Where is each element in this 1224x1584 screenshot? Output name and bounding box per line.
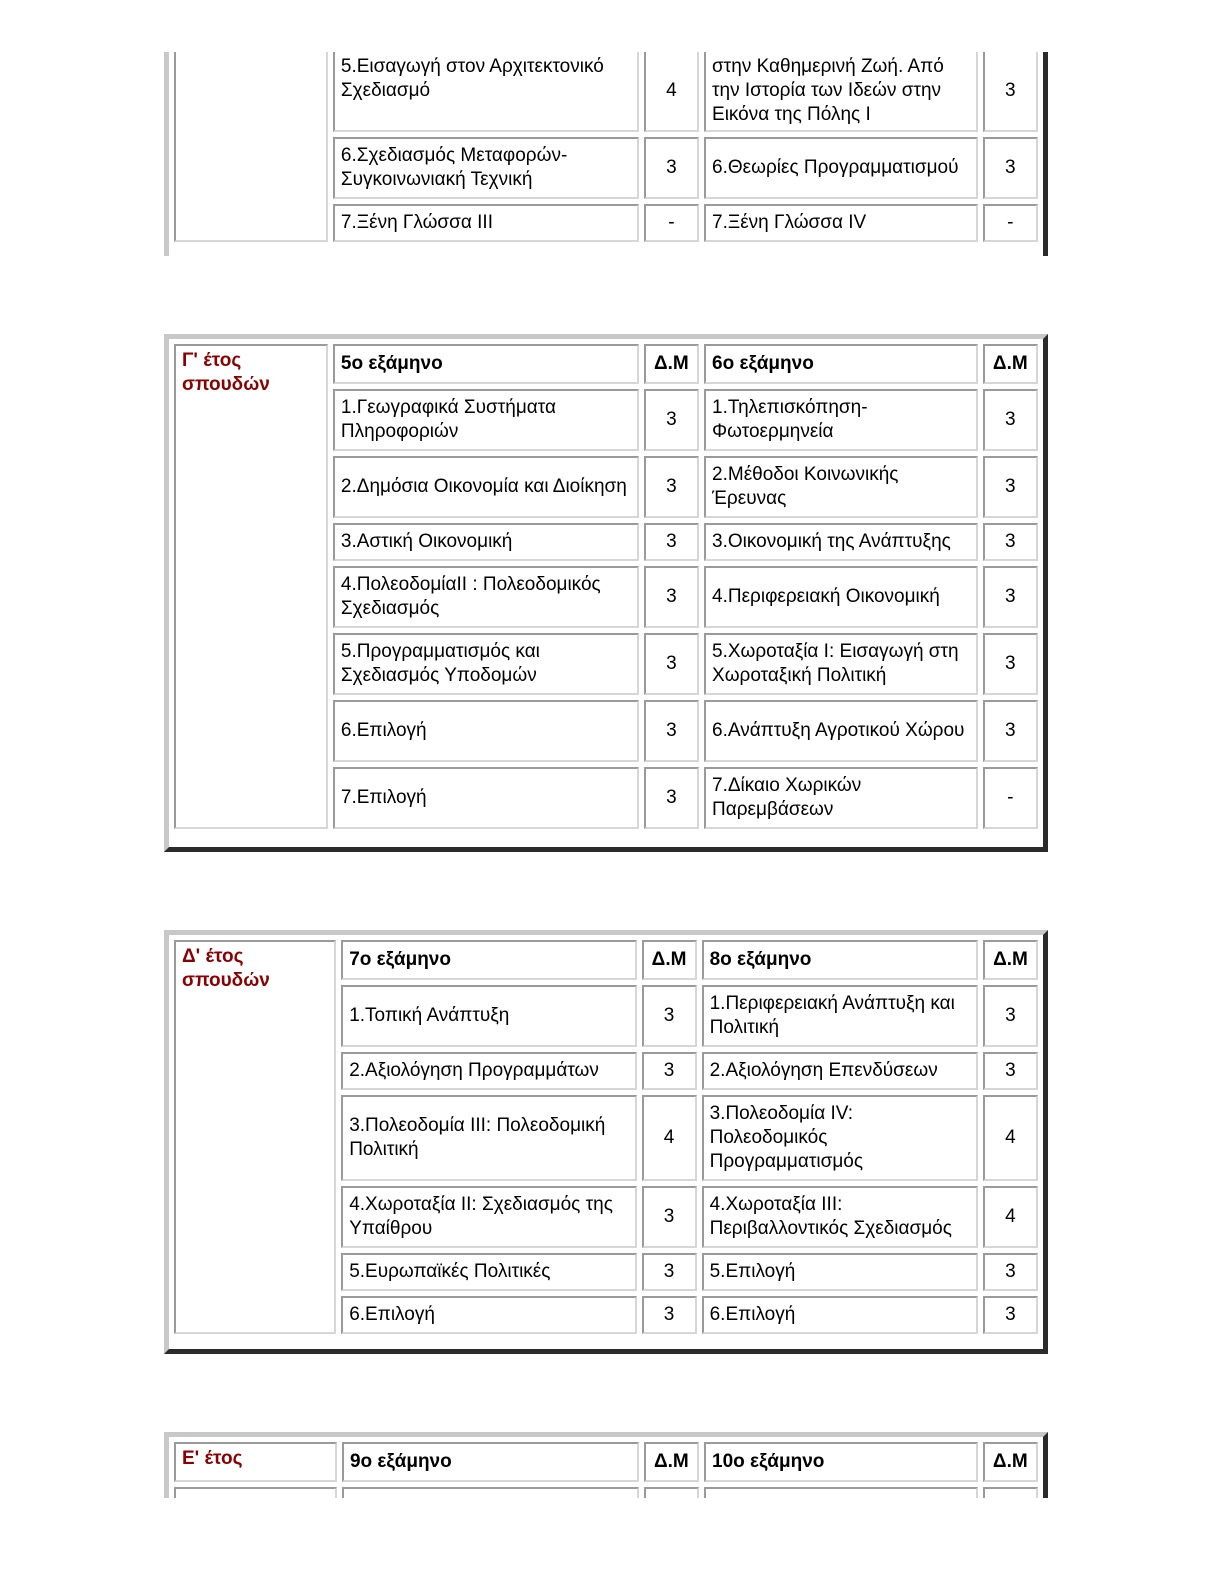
course-cell: 2.Αξιολόγηση Επενδύσεων [702, 1052, 978, 1090]
course-cell: 4.ΠολεοδομίαΙΙ : Πολεοδομικός Σχεδιασμός [333, 566, 639, 628]
course-cell: 6.Σχεδιασμός Μεταφορών-Συγκοινωνιακή Τεχνική [333, 137, 639, 199]
course-cell [704, 1487, 978, 1498]
credits-cell: 4 [644, 52, 699, 132]
course-cell: 2.Αξιολόγηση Προγραμμάτων [341, 1052, 636, 1090]
credits-cell: 3 [983, 52, 1038, 132]
credits-cell [983, 1487, 1038, 1498]
credits-cell: 3 [642, 1186, 697, 1248]
course-cell: 6.Επιλογή [702, 1296, 978, 1334]
credits-cell: 3 [644, 566, 699, 628]
course-cell: 5.Εισαγωγή στον Αρχιτεκτονικό Σχεδιασμό [333, 52, 639, 132]
course-cell: 5.Επιλογή [702, 1253, 978, 1291]
course-cell: 1.Γεωγραφικά Συστήματα Πληροφοριών [333, 389, 639, 451]
course-cell: 7.Ξένη Γλώσσα ΙV [704, 204, 978, 242]
credits-cell: - [983, 767, 1038, 829]
credits-cell: 3 [644, 633, 699, 695]
credits-cell: 3 [644, 389, 699, 451]
credits-cell: 3 [983, 633, 1038, 695]
credits-cell: 3 [983, 389, 1038, 451]
credits-cell: 4 [983, 1095, 1038, 1181]
credits-cell: 3 [983, 523, 1038, 561]
course-cell: 5.Προγραμματισμός και Σχεδιασμός Υποδομών [333, 633, 639, 695]
credits-header: Δ.Μ [983, 940, 1038, 980]
credits-cell: 3 [644, 700, 699, 762]
credits-header: Δ.Μ [983, 1442, 1038, 1482]
course-cell: 1.Τοπική Ανάπτυξη [341, 985, 636, 1047]
year-label: Ε' έτος [174, 1442, 337, 1482]
course-cell: 7.Ξένη Γλώσσα ΙΙΙ [333, 204, 639, 242]
credits-cell: 4 [983, 1186, 1038, 1248]
year-e-table [164, 1432, 1048, 1498]
credits-header: Δ.Μ [644, 344, 699, 384]
year-cell [174, 52, 328, 242]
course-cell: 7.Δίκαιο Χωρικών Παρεμβάσεων [704, 767, 978, 829]
credits-cell: 3 [983, 1052, 1038, 1090]
credits-header: Δ.Μ [642, 940, 697, 980]
year-d-table [164, 930, 1048, 1354]
credits-cell: 3 [642, 1296, 697, 1334]
course-cell: 5.Ευρωπαϊκές Πολιτικές [341, 1253, 636, 1291]
year-cell [174, 1487, 337, 1498]
credits-header: Δ.Μ [644, 1442, 699, 1482]
year-c-table [164, 334, 1048, 852]
course-cell [342, 1487, 639, 1498]
course-cell: 1.Τηλεπισκόπηση-Φωτοερμηνεία [704, 389, 978, 451]
credits-cell: 3 [642, 985, 697, 1047]
credits-cell: 3 [983, 566, 1038, 628]
course-cell: 7.Επιλογή [333, 767, 639, 829]
year-label: Δ' έτος σπουδών [174, 940, 336, 1334]
course-cell: 6.Επιλογή [341, 1296, 636, 1334]
year-b-table [164, 52, 1048, 256]
credits-cell: 3 [983, 1253, 1038, 1291]
course-cell: 6.Επιλογή [333, 700, 639, 762]
course-cell: 4.Χωροταξία ΙΙ: Σχεδιασμός της Υπαίθρου [341, 1186, 636, 1248]
credits-cell: 3 [644, 767, 699, 829]
semester-header: 7ο εξάμηνο [341, 940, 636, 980]
semester-header: 10ο εξάμηνο [704, 1442, 978, 1482]
credits-cell: 3 [642, 1052, 697, 1090]
semester-header: 8ο εξάμηνο [702, 940, 978, 980]
semester-header: 9ο εξάμηνο [342, 1442, 639, 1482]
course-cell: 3.Πολεοδομία ΙV: Πολεοδομικός Προγραμματισμός [702, 1095, 978, 1181]
course-cell: στην Καθημερινή Ζωή. Από την Ιστορία των Ιδεών στην Εικόνα της Πόλης Ι [704, 52, 978, 132]
course-cell: 1.Περιφερειακή Ανάπτυξη και Πολιτική [702, 985, 978, 1047]
year-label: Γ' έτος σπουδών [174, 344, 328, 829]
semester-header: 5ο εξάμηνο [333, 344, 639, 384]
course-cell: 3.Πολεοδομία ΙΙΙ: Πολεοδομική Πολιτική [341, 1095, 636, 1181]
credits-cell: 3 [644, 523, 699, 561]
credits-cell [644, 1487, 699, 1498]
course-cell: 6.Ανάπτυξη Αγροτικού Χώρου [704, 700, 978, 762]
course-cell: 2.Μέθοδοι Κοινωνικής Έρευνας [704, 456, 978, 518]
credits-cell: 3 [644, 456, 699, 518]
semester-header: 6ο εξάμηνο [704, 344, 978, 384]
course-cell: 4.Χωροταξία ΙΙΙ: Περιβαλλοντικός Σχεδιασμός [702, 1186, 978, 1248]
course-cell: 3.Οικονομική της Ανάπτυξης [704, 523, 978, 561]
credits-cell: 3 [983, 985, 1038, 1047]
course-cell: 4.Περιφερειακή Οικονομική [704, 566, 978, 628]
credits-cell: 3 [644, 137, 699, 199]
credits-header: Δ.Μ [983, 344, 1038, 384]
credits-cell: 3 [983, 1296, 1038, 1334]
credits-cell: 3 [983, 456, 1038, 518]
credits-cell: - [644, 204, 699, 242]
credits-cell: 4 [642, 1095, 697, 1181]
credits-cell: 3 [983, 137, 1038, 199]
credits-cell: 3 [642, 1253, 697, 1291]
credits-cell: - [983, 204, 1038, 242]
course-cell: 2.Δημόσια Οικονομία και Διοίκηση [333, 456, 639, 518]
course-cell: 3.Αστική Οικονομική [333, 523, 639, 561]
credits-cell: 3 [983, 700, 1038, 762]
course-cell: 6.Θεωρίες Προγραμματισμού [704, 137, 978, 199]
course-cell: 5.Χωροταξία Ι: Εισαγωγή στη Χωροταξική Πολιτική [704, 633, 978, 695]
